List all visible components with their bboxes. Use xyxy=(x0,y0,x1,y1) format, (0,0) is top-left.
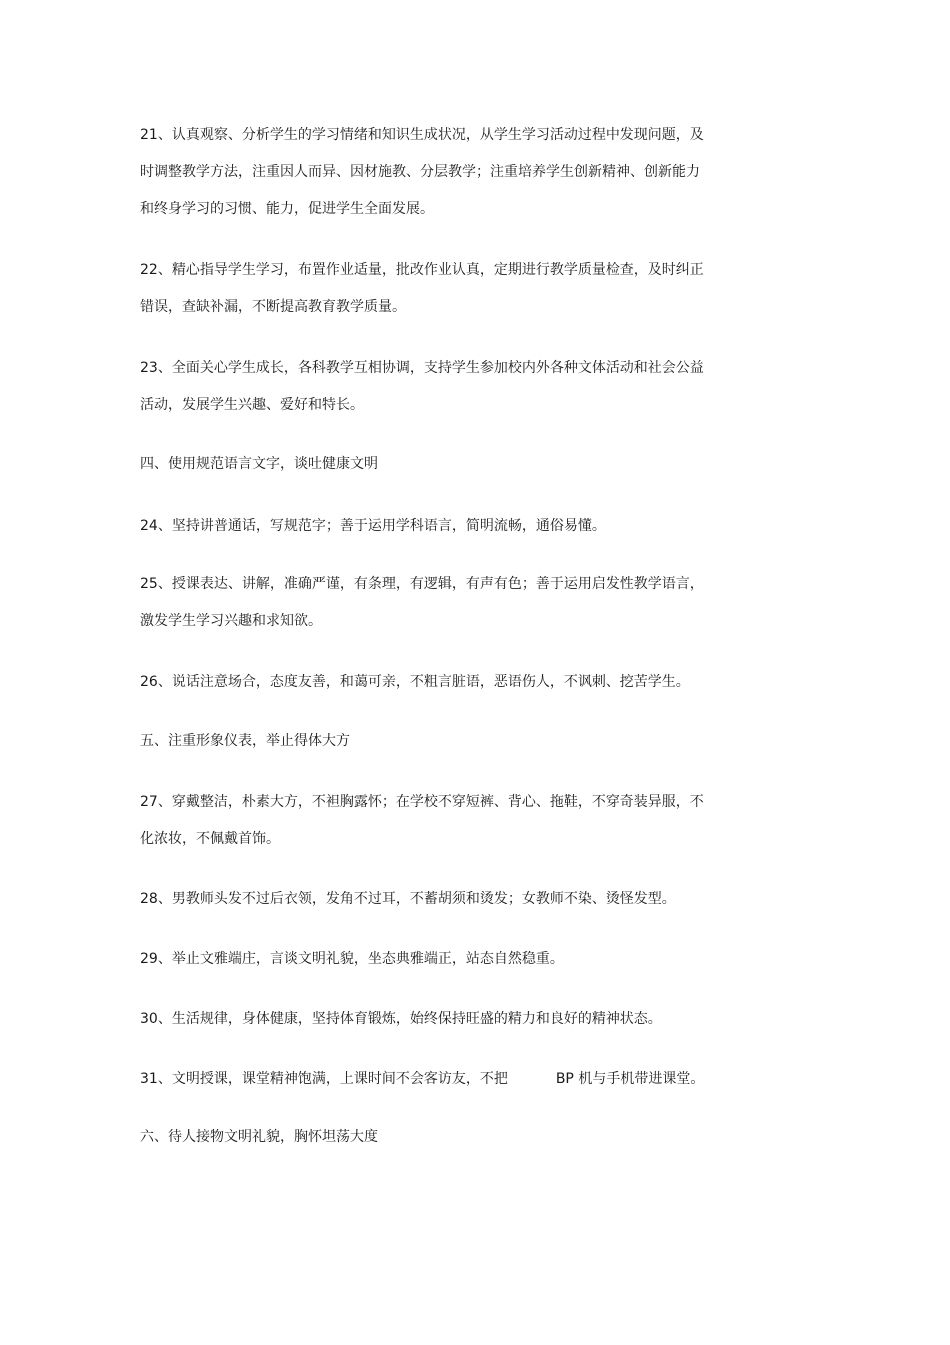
paragraph-line: 化浓妆，不佩戴首饰。 xyxy=(140,831,280,847)
paragraph-line: 22、精心指导学生学习，布置作业适量，批改作业认真，定期进行教学质量检查，及时纠正 xyxy=(140,262,704,278)
paragraph-27 xyxy=(140,784,740,858)
paragraph-26 xyxy=(140,664,740,701)
paragraph-line: 时调整教学方法，注重因人而异、因材施教、分层教学；注重培养学生创新精神、创新能力 xyxy=(140,164,700,180)
paragraph-24 xyxy=(140,508,740,545)
paragraph-line: 激发学生学习兴趣和求知欲。 xyxy=(140,613,322,629)
paragraph-28 xyxy=(140,881,740,918)
paragraph-30 xyxy=(140,1001,740,1038)
paragraph-line: 29、举止文雅端庄，言谈文明礼貌，坐态典雅端正，站态自然稳重。 xyxy=(140,951,564,967)
paragraph-line: 活动，发展学生兴趣、爱好和特长。 xyxy=(140,397,364,413)
paragraph-22 xyxy=(140,252,740,326)
paragraph-21 xyxy=(140,117,740,228)
paragraph-line: 错误，查缺补漏，不断提高教育教学质量。 xyxy=(140,299,406,315)
section-heading-6: 六、待人接物文明礼貌，胸怀坦荡大度 xyxy=(140,1129,378,1145)
paragraph-line: 26、说话注意场合，态度友善，和蔼可亲，不粗言脏语，恶语伤人，不讽刺、挖苦学生。 xyxy=(140,674,690,690)
paragraph-line: 和终身学习的习惯、能力，促进学生全面发展。 xyxy=(140,201,434,217)
paragraph-23 xyxy=(140,350,740,424)
paragraph-line-31 xyxy=(140,1061,740,1098)
paragraph-line: 23、全面关心学生成长，各科教学互相协调，支持学生参加校内外各种文体活动和社会公益 xyxy=(140,360,704,376)
paragraph-25 xyxy=(140,566,740,640)
paragraph-31-part-1: 31、文明授课，课堂精神饱满，上课时间不会客访友，不把 xyxy=(140,1071,508,1087)
paragraph-29 xyxy=(140,941,740,978)
paragraph-31-part-2: BP 机与手机带进课堂。 xyxy=(555,1071,705,1087)
paragraph-line: 21、认真观察、分析学生的学习情绪和知识生成状况，从学生学习活动过程中发现问题，及 xyxy=(140,127,704,143)
paragraph-line: 25、授课表达、讲解，准确严谨，有条理，有逻辑，有声有色；善于运用启发性教学语言， xyxy=(140,576,704,592)
section-heading-5: 五、注重形象仪表，举止得体大方 xyxy=(140,733,350,749)
paragraph-line: 24、坚持讲普通话，写规范字；善于运用学科语言，简明流畅，通俗易懂。 xyxy=(140,518,606,534)
paragraph-line: 27、穿戴整洁，朴素大方，不袒胸露怀；在学校不穿短裤、背心、拖鞋，不穿奇装异服，不 xyxy=(140,794,704,810)
section-heading-4: 四、使用规范语言文字，谈吐健康文明 xyxy=(140,456,378,472)
paragraph-line: 28、男教师头发不过后衣领，发角不过耳，不蓄胡须和烫发；女教师不染、烫怪发型。 xyxy=(140,891,676,907)
paragraph-line: 30、生活规律，身体健康，坚持体育锻炼，始终保持旺盛的精力和良好的精神状态。 xyxy=(140,1011,662,1027)
paragraph-31 xyxy=(140,1061,740,1098)
